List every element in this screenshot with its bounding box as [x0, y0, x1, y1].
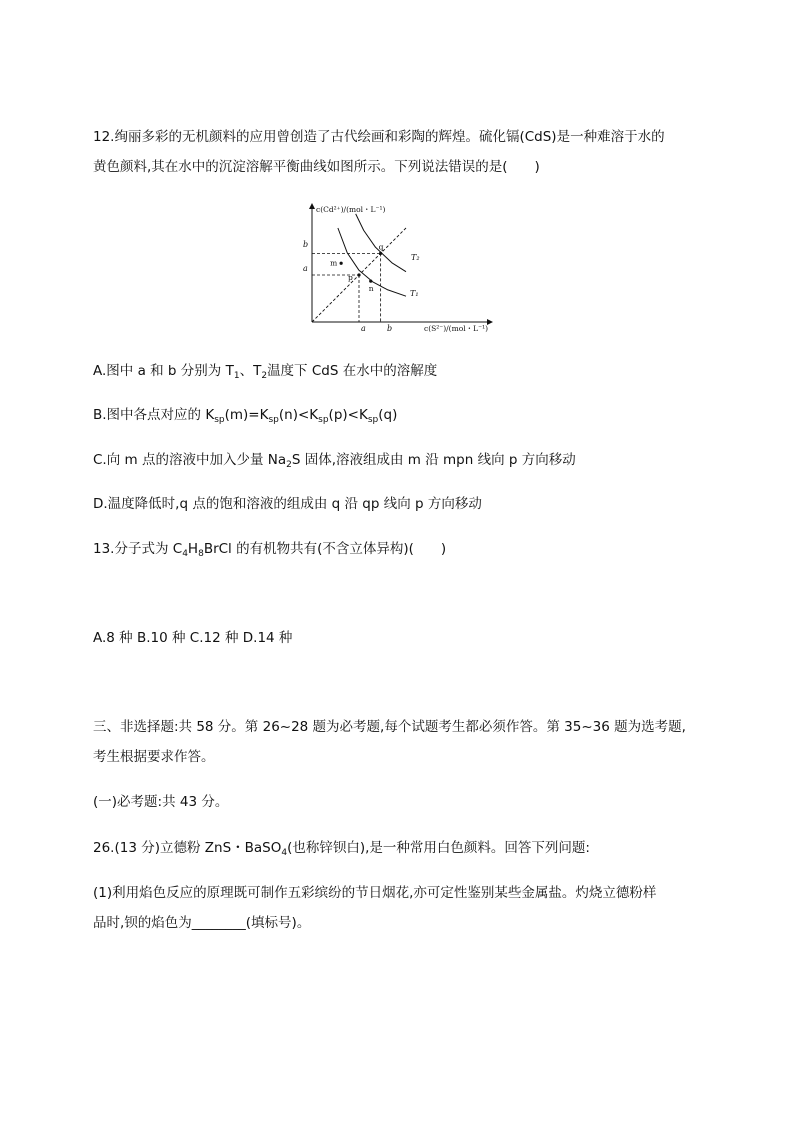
x-tick-a: a — [361, 324, 366, 333]
series-label-t2: T₂ — [411, 253, 420, 262]
q13-options: A.8 种 B.10 种 C.12 种 D.14 种 — [93, 630, 293, 646]
section3-heading-line2: 考生根据要求作答。 — [93, 749, 215, 765]
x-tick-b: b — [387, 324, 393, 333]
q12-stem-line2: 黄色颜料,其在水中的沉淀溶解平衡曲线如图所示。下列说法错误的是( ) — [93, 159, 540, 175]
q12-stem-line1: 12.绚丽多彩的无机颜料的应用曾创造了古代绘画和彩陶的辉煌。硫化镉(CdS)是一种难溶于水的 — [93, 129, 665, 145]
point-label-q: q — [378, 242, 384, 252]
point-label-p: p — [348, 273, 353, 282]
q12-option-d: D.温度降低时,q 点的饱和溶液的组成由 q 沿 qp 线向 p 方向移动 — [93, 496, 482, 512]
q12-option-a: A.图中 a 和 b 分别为 $T_1$、$T_2$温度下 CdS 在水中的溶解度 — [93, 363, 438, 381]
point-label-n: n — [368, 284, 374, 294]
point-p — [357, 273, 360, 276]
required-heading: (一)必考题:共 43 分。 — [93, 794, 229, 810]
series-label-t1: T₁ — [410, 289, 419, 298]
q26-part1-line2: 品时,钡的焰色为________(填标号)。 — [93, 915, 311, 931]
point-label-m: m — [330, 258, 338, 268]
section3-heading-line1: 三、非选择题:共 58 分。第 26~28 题为必考题,每个试题考生都必须作答。第 35~36 题为选考题, — [93, 719, 686, 735]
y-axis-label: c(Cd²⁺)/(mol・L⁻¹) — [316, 205, 386, 214]
q12-option-c: C.向 m 点的溶液中加入少量 $Na_2S$ 固体,溶液组成由 m 沿 mpn 线向 p 方向移动 — [93, 452, 576, 470]
x-axis-label: c(S²⁻)/(mol・L⁻¹) — [424, 324, 489, 333]
q26-part1-line1: (1)利用焰色反应的原理既可制作五彩缤纷的节日烟花,亦可定性鉴别某些金属盐。灼烧立德粉样 — [93, 885, 657, 901]
point-q — [379, 252, 382, 255]
q26-stem: 26.(13 分)立德粉 ZnS・BaSO$_4$(也称锌钡白),是一种常用白色颜料。回答下列问题: — [93, 840, 590, 858]
y-tick-a: a — [303, 264, 308, 273]
solubility-chart — [296, 198, 500, 338]
point-n — [369, 280, 372, 283]
point-m — [340, 262, 343, 265]
q13-stem: 13.分子式为 $C_4H_8BrCl$ 的有机物共有(不含立体异构)( ) — [93, 541, 447, 559]
q12-option-b: B.图中各点对应的 $K_{sp}(m)=K_{sp}(n)<K_{sp}(p)<K_{sp}(q)$ — [93, 407, 398, 425]
y-tick-b: b — [303, 240, 309, 249]
